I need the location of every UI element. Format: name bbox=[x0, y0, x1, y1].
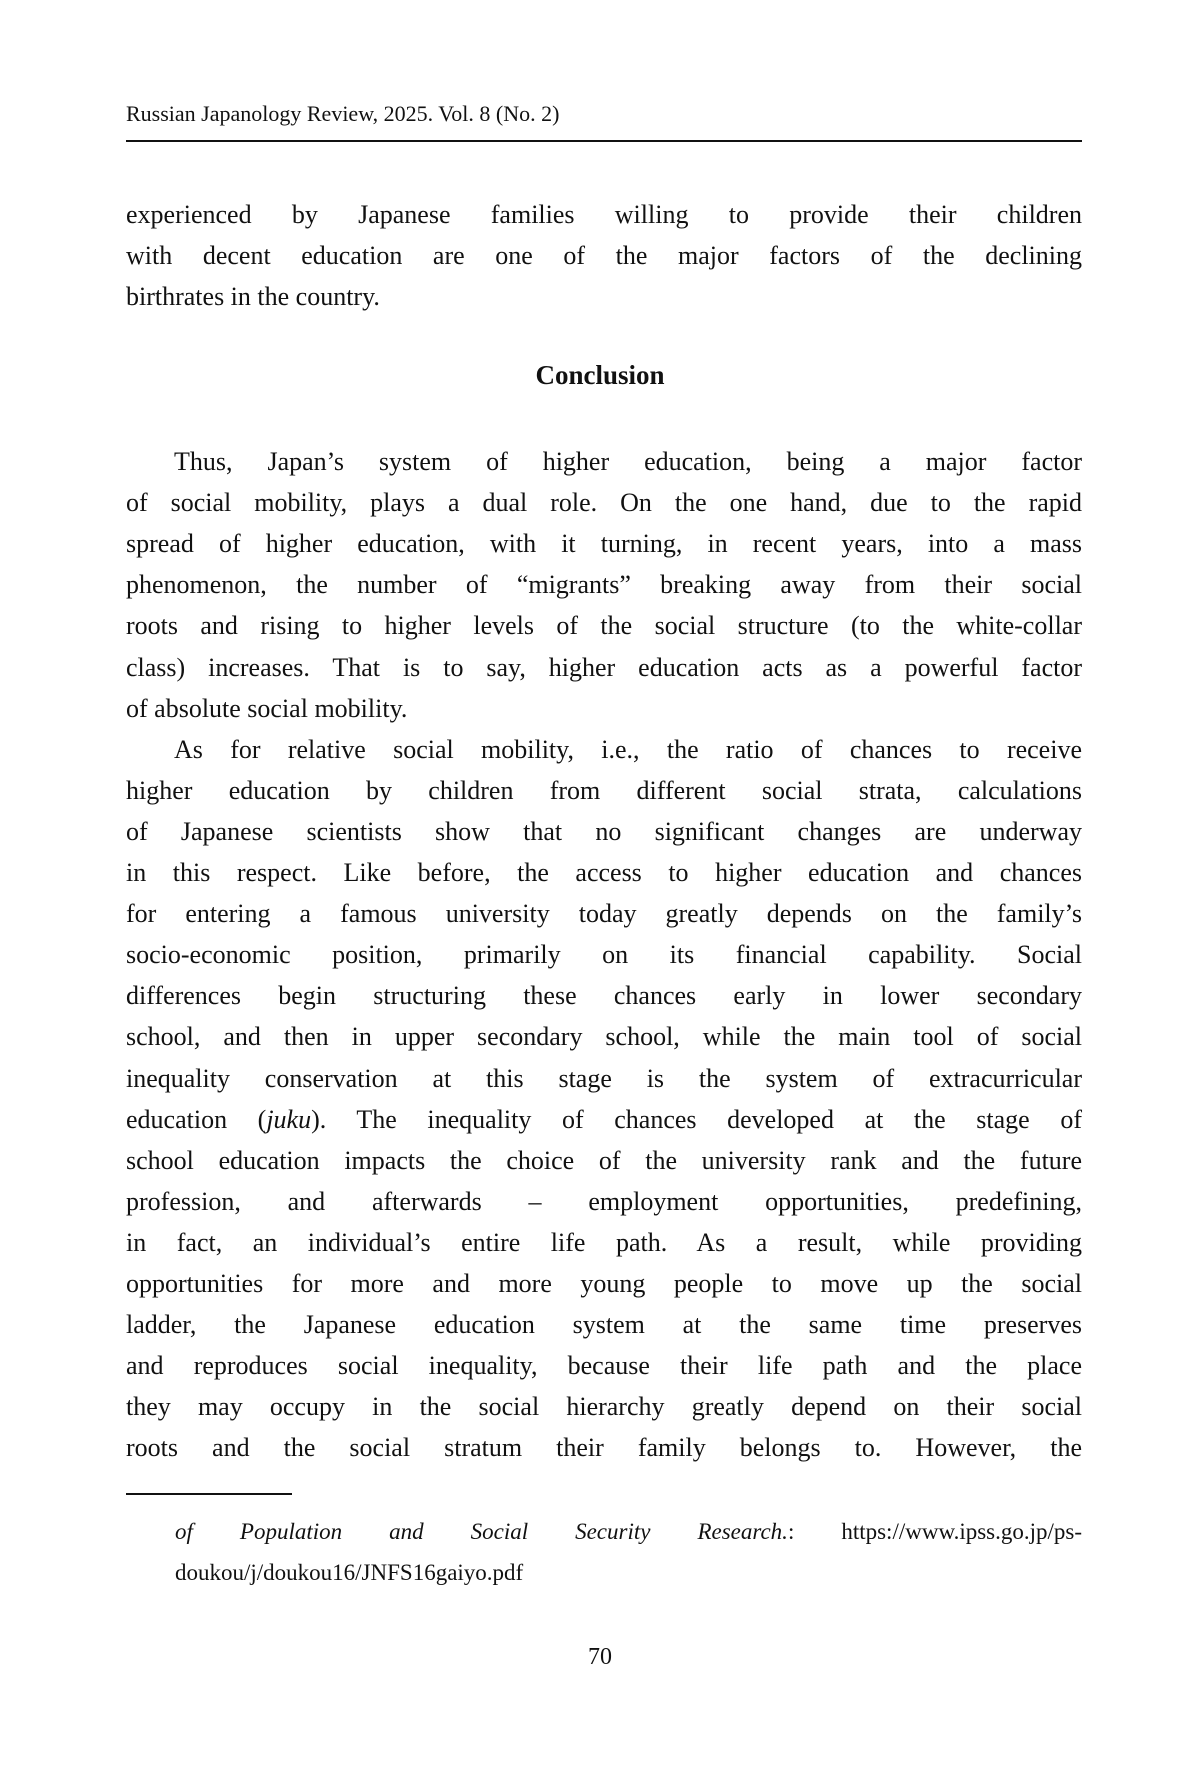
text-line: they may occupy in the social hierarchy greatly depend on their social bbox=[126, 1392, 1082, 1422]
text-line: of Japanese scientists show that no significant changes are underway bbox=[126, 816, 1082, 846]
footnote-url-part[interactable]: : https://www.ipss.go.jp/ps- bbox=[787, 1519, 1082, 1544]
text-line: Thus, Japan’s system of higher education, being a major factor bbox=[174, 447, 1082, 476]
footnote-url-continued[interactable]: doukou/j/doukou16/JNFS16gaiyo.pdf bbox=[175, 1560, 524, 1585]
text-line: in this respect. Like before, the access to higher education and chances bbox=[126, 858, 1082, 887]
text-line: experienced by Japanese families willing to provide their children bbox=[126, 200, 1082, 229]
text-line: and reproduces social inequality, because their life path and the place bbox=[126, 1351, 1082, 1381]
text-segment: ). The inequality of chances developed at the stage of bbox=[311, 1104, 1082, 1134]
section-heading: Conclusion bbox=[535, 360, 665, 390]
text-line: in fact, an individual’s entire life path. As a result, while providing bbox=[126, 1227, 1082, 1257]
footnote-source-title: of Population and Social Security Research. bbox=[175, 1519, 788, 1544]
text-line: higher education by children from different social strata, calculations bbox=[126, 775, 1082, 805]
text-line: class) increases. That is to say, higher education acts as a powerful factor bbox=[126, 652, 1082, 682]
text-line: phenomenon, the number of “migrants” breaking away from their social bbox=[126, 570, 1082, 600]
text-line: for entering a famous university today greatly depends on the family’s bbox=[126, 899, 1082, 929]
text-line: with decent education are one of the major factors of the declining bbox=[126, 241, 1082, 271]
text-line: school education impacts the choice of the university rank and the future bbox=[126, 1145, 1082, 1175]
header-rule bbox=[126, 140, 1082, 142]
italic-term-juku: juku bbox=[266, 1104, 312, 1134]
text-line bbox=[126, 1099, 1082, 1140]
text-line: inequality conservation at this stage is the system of extracurricular bbox=[126, 1063, 1082, 1093]
text-line: roots and the social stratum their family belongs to. However, the bbox=[126, 1433, 1082, 1463]
text-line: roots and rising to higher levels of the social structure (to the white-collar bbox=[126, 611, 1082, 641]
text-line: of absolute social mobility. bbox=[126, 693, 408, 723]
text-line: ladder, the Japanese education system at the same time preserves bbox=[126, 1310, 1082, 1340]
text-line: school, and then in upper secondary school, while the main tool of social bbox=[126, 1022, 1082, 1052]
footnote-rule bbox=[126, 1493, 292, 1495]
text-line: As for relative social mobility, i.e., the ratio of chances to receive bbox=[174, 734, 1082, 764]
text-line: of social mobility, plays a dual role. On the one hand, due to the rapid bbox=[126, 488, 1082, 518]
text-line: socio-economic position, primarily on its financial capability. Social bbox=[126, 940, 1082, 970]
page-number: 70 bbox=[588, 1644, 612, 1670]
text-line: birthrates in the country. bbox=[126, 282, 380, 312]
text-line: opportunities for more and more young people to move up the social bbox=[126, 1269, 1082, 1298]
footnote-line bbox=[175, 1512, 1082, 1552]
text-segment: education ( bbox=[126, 1104, 267, 1134]
text-line: profession, and afterwards – employment opportunities, predefining, bbox=[126, 1186, 1082, 1216]
text-line: differences begin structuring these chances early in lower secondary bbox=[126, 981, 1082, 1011]
running-header: Russian Japanology Review, 2025. Vol. 8 (No. 2) bbox=[126, 101, 560, 126]
text-line: spread of higher education, with it turning, in recent years, into a mass bbox=[126, 529, 1082, 559]
